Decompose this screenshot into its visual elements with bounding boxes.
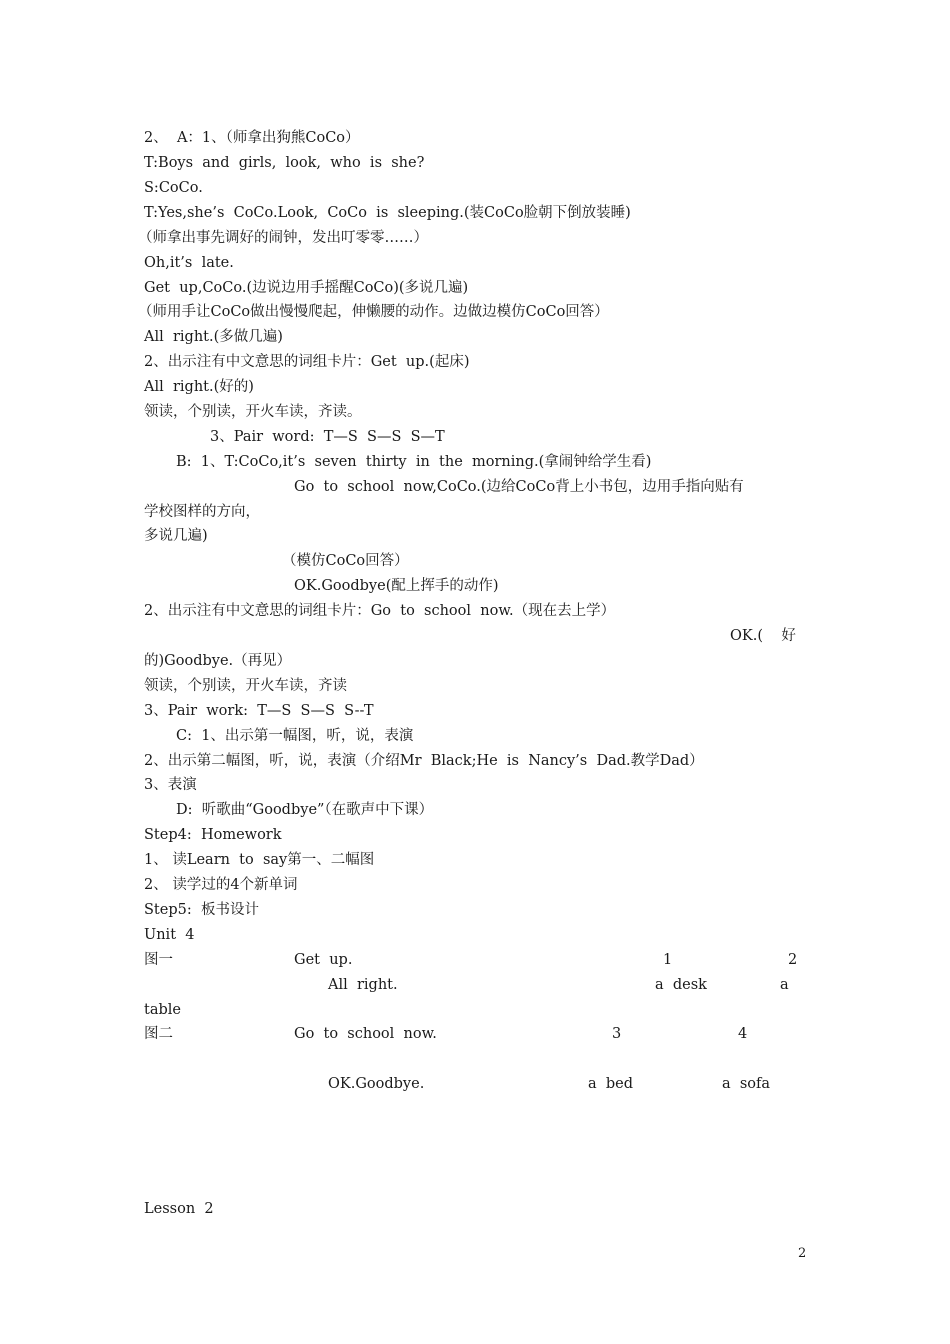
text-line: 3、表演	[144, 777, 197, 793]
text-line: Step4: Homework	[144, 827, 282, 843]
text-line: 2、 A：1、（师拿出狗熊CoCo）	[144, 130, 360, 146]
text-line: S:CoCo.	[144, 180, 203, 196]
text-line: OK.Goodbye(配上挥手的动作)	[294, 578, 499, 594]
board-number: 4	[738, 1026, 748, 1042]
text-line: Unit 4	[144, 927, 195, 943]
board-word: a bed	[588, 1076, 634, 1092]
board-label: 图一	[144, 952, 173, 968]
text-line: 多说几遍)	[144, 528, 208, 544]
text-line: C: 1、出示第一幅图，听，说，表演	[176, 728, 414, 744]
board-number: 1	[663, 952, 673, 968]
board-phrase: Go to school now.	[294, 1026, 437, 1042]
board-label: 图二	[144, 1026, 173, 1042]
page-number: 2	[798, 1246, 807, 1261]
text-line: 的)Goodbye.（再见）	[144, 653, 292, 669]
text-line: 领读，个别读，开火车读，齐读	[144, 678, 347, 694]
text-line: All right.(多做几遍)	[144, 329, 283, 345]
text-line: 2、出示第二幅图，听，说，表演（介绍Mr Black;He is Nancy’s Dad.教学Dad）	[144, 753, 704, 769]
text-line: （师拿出事先调好的闹钟，发出叮零零……）	[138, 230, 428, 246]
board-word: a	[780, 977, 789, 993]
board-phrase: All right.	[328, 977, 398, 993]
text-line: 2、 读学过的4个新单词	[144, 877, 298, 893]
text-line: （模仿CoCo回答）	[282, 553, 409, 569]
board-number: 3	[612, 1026, 622, 1042]
text-line: Step5: 板书设计	[144, 902, 259, 918]
board-phrase: OK.Goodbye.	[328, 1076, 425, 1092]
text-line: Get up,CoCo.(边说边用手摇醒CoCo)(多说几遍)	[144, 280, 469, 296]
text-line: 1、 读Learn to say第一、二幅图	[144, 852, 375, 868]
text-line: All right.(好的)	[144, 379, 254, 395]
board-word: a desk	[655, 977, 707, 993]
text-line: 领读，个别读，开火车读，齐读。	[144, 404, 362, 420]
text-line: （师用手让CoCo做出慢慢爬起，伸懒腰的动作。边做边模仿CoCo回答）	[138, 304, 609, 320]
text-line: Go to school now,CoCo.(边给CoCo背上小书包，边用手指向贴有	[294, 479, 744, 495]
board-number: 2	[788, 952, 798, 968]
text-line: 2、出示注有中文意思的词组卡片：Go to school now.（现在去上学）	[144, 603, 616, 619]
board-phrase: Get up.	[294, 952, 353, 968]
lesson-heading: Lesson 2	[144, 1201, 214, 1217]
text-line: 学校图样的方向，	[144, 504, 260, 520]
text-line: T:Yes,she’s CoCo.Look, CoCo is sleeping.(装CoCo脸朝下倒放装睡)	[144, 205, 631, 221]
text-line: 3、Pair work: T—S S—S S--T	[144, 703, 374, 719]
text-line: 3、Pair word: T—S S—S S—T	[210, 429, 445, 445]
text-line: D: 听歌曲“Goodbye”（在歌声中下课）	[176, 802, 434, 818]
text-line: Oh,it’s late.	[144, 255, 234, 271]
text-line: T:Boys and girls, look, who is she?	[144, 155, 425, 171]
text-line: B: 1、T:CoCo,it’s seven thirty in the morning.(拿闹钟给学生看)	[176, 454, 652, 470]
text-line: 2、出示注有中文意思的词组卡片：Get up.(起床)	[144, 354, 470, 370]
text-line: OK.( 好	[730, 628, 796, 644]
board-word: table	[144, 1002, 181, 1018]
board-word: a sofa	[722, 1076, 771, 1092]
